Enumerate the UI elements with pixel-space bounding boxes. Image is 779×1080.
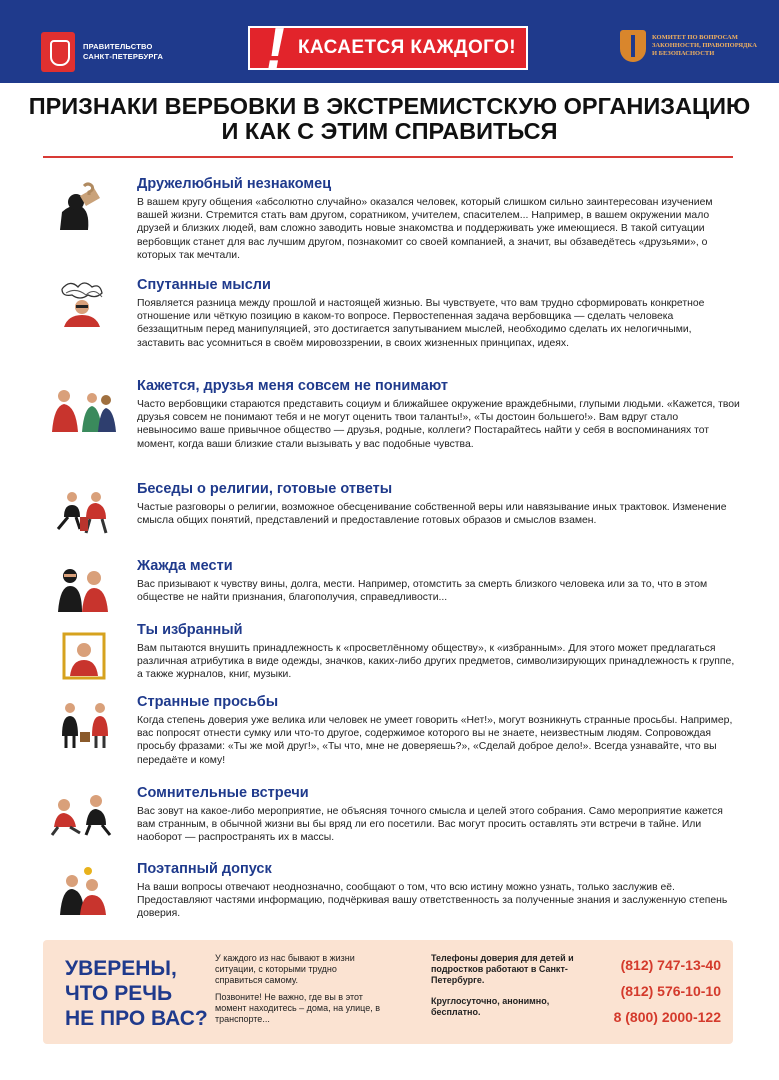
- conversation-icon: [50, 487, 116, 535]
- government-label: [83, 42, 163, 62]
- page-title: [0, 94, 779, 144]
- spb-crest-icon: [41, 32, 75, 72]
- government-logo: [41, 32, 163, 72]
- header-bar: [0, 0, 779, 83]
- footer-hotline-text1: Телефоны доверия для детей и подростков работают в Санкт-Петербурге.: [431, 953, 574, 985]
- exclamation-icon: !: [260, 16, 292, 81]
- section-heading: Кажется, друзья меня совсем не понимают: [137, 378, 448, 394]
- section-text: Вас призывают к чувству вины, долга, мести. Например, отомстить за смерть близкого человека или за то, что в этом обществе не найти признания, благополучия, справедливости...: [137, 579, 708, 604]
- section-text: На ваши вопросы отвечают неоднозначно, сообщают о том, что всю истину можно узнать, только заслужив её. Предоставляют частями информацию, подчёркивая вашу ответственность за полученные знания и заслуженную степень доверия.: [137, 882, 728, 920]
- footer-hotline-info: [431, 953, 581, 1018]
- footer-headline-line2: ЧТО РЕЧЬ: [65, 982, 173, 1005]
- confused-person-icon: [50, 279, 116, 327]
- section-text: Частые разговоры о религии, возможное обесценивание собственной веры или навязывание иных трактовок. Изменение смысла общих понятий, представлений и предоставление готовых образов и смыслов взамен.: [137, 502, 727, 527]
- section-text: Когда степень доверия уже велика или человек не умеет говорить «Нет!», могут возникнуть странные просьбы. Например, вас попросят отнести сумку или что-то другое, содержимое которого вы не знаете, неизвестным людям. Сопровождая просьбу фразами: «Ты же мой друг!», «Ты что, мне не доверяешь?», «Сделай доброе дело!». Всегда узнавайте, что вы передаёте и кому!: [137, 715, 733, 766]
- committee-label: КОМИТЕТ ПО ВОПРОСАМ ЗАКОННОСТИ, ПРАВОПОРЯДКА И БЕЗОПАСНОСТИ: [652, 34, 757, 57]
- committee-logo: [620, 30, 762, 62]
- helpline-footer: [43, 940, 733, 1044]
- title-line2: И КАК С ЭТИМ СПРАВИТЬСЯ: [221, 118, 558, 144]
- footer-headline-line1: УВЕРЕНЫ,: [65, 957, 177, 980]
- phone-numbers: [591, 952, 721, 1030]
- bag-request-icon: [50, 700, 116, 748]
- campaign-banner: [248, 16, 528, 81]
- section-heading: Дружелюбный незнакомец: [137, 176, 332, 192]
- gov-label-line1: ПРАВИТЕЛЬСТВО: [83, 42, 153, 51]
- title-line1: ПРИЗНАКИ ВЕРБОВКИ В ЭКСТРЕМИСТСКУЮ ОРГАНИЗАЦИЮ: [28, 93, 751, 119]
- chosen-portrait-icon: [50, 628, 116, 684]
- section-heading: Жажда мести: [137, 558, 233, 574]
- shield-icon: [620, 30, 646, 62]
- phone-number[interactable]: (812) 747-13-40: [620, 957, 721, 973]
- title-divider: [43, 156, 733, 158]
- section-heading: Поэтапный допуск: [137, 861, 272, 877]
- footer-mid-text1: У каждого из нас бывают в жизни ситуации, с которыми трудно справиться самому.: [215, 953, 355, 985]
- phone-number[interactable]: (812) 576-10-10: [620, 983, 721, 999]
- secret-whisper-icon: [50, 867, 116, 915]
- stranger-icon: [50, 182, 116, 230]
- footer-headline: [65, 956, 215, 1031]
- section-heading: Странные просьбы: [137, 694, 279, 710]
- phone-number[interactable]: 8 (800) 2000-122: [613, 1009, 721, 1025]
- section-heading: Беседы о религии, готовые ответы: [137, 481, 393, 497]
- section-text: В вашем кругу общения «абсолютно случайно» оказался человек, который слишком сильно заинтересован изучением вашей жизни. Стремится стать вам другом, соратником, учителем, спасителем... Например, в вашем окружении мало друзей и близких людей, вам сложно заводить новые знакомства и поддерживать уже имеющиеся. В такой ситуации вербовщик станет для вас лучшим другом, познакомит со своей компанией, а значит, вы обзаведётесь «друзьями», о которых так мечтали.: [137, 197, 713, 261]
- footer-hotline-text2: Круглосуточно, анонимно, бесплатно.: [431, 996, 550, 1017]
- section-text: Появляется разница между прошлой и настоящей жизнью. Вы чувствуете, что вам трудно сформировать конкретное отношение или чёткую позицию в каком-то вопросе. Первостепенная задача вербовщика — сделать человека беззащитным перед манипуляцией, это достигается запутыванием мыслей, необходимо сделать их нелогичными, заставить вас усомниться в своём мировоззрении, в своих жизненных принципах, идеях.: [137, 298, 705, 349]
- footer-headline-line3: НЕ ПРО ВАС?: [65, 1007, 208, 1030]
- footer-mid-text2: Позвоните! Не важно, где вы в этот момент находитесь – дома, на улице, в транспорте...: [215, 992, 381, 1024]
- section-text: Вас зовут на какое-либо мероприятие, не объясняя точного смысла и целей этого собрания. Само мероприятие кажется вам странным, в обычной жизни вы бы вряд ли его посетили. Вас могут просить оставлять эти встречи в тайне. Или наоборот — распространять их в массы.: [137, 806, 723, 844]
- banner-text: КАСАЕТСЯ КАЖДОГО!: [298, 37, 516, 58]
- gov-label-line2: САНКТ-ПЕТЕРБУРГА: [83, 52, 164, 61]
- section-heading: Спутанные мысли: [137, 277, 271, 293]
- friends-icon: [50, 384, 116, 432]
- section-text: Вам пытаются внушить принадлежность к «просветлённому обществу», к «избранным». Для этого может предлагаться различная атрибутика в виде одежды, значков, каких-либо других предметов, символизирующих принадлежность к группе, а также журналов, книг, музыки.: [137, 643, 735, 681]
- footer-support-text: [215, 953, 385, 1025]
- section-heading: Сомнительные встречи: [137, 785, 309, 801]
- meeting-icon: [50, 791, 116, 839]
- section-text: Часто вербовщики стараются представить социум и ближайшее окружение враждебными, глупыми людьми. «Кажется, твои друзья совсем не понимают тебя и не могут оценить твои таланты!», «Ты достоин большего!». Вам вдруг стало невыносимо ваше привычное общество — друзья, родные, коллеги? Постарайтесь найти у себя в воспоминаниях тот момент, когда ваши близкие стали вызывать у вас подобные чувства.: [137, 399, 740, 450]
- section-heading: Ты избранный: [137, 622, 243, 638]
- revenge-icon: [50, 564, 116, 612]
